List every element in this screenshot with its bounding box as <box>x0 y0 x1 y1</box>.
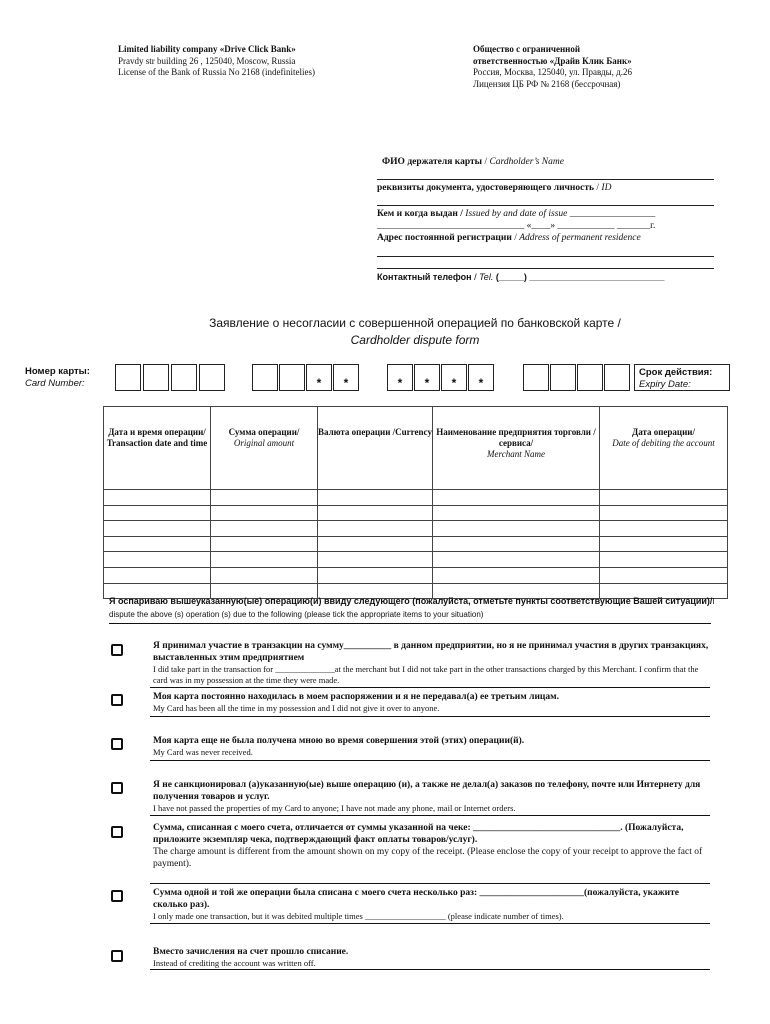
table-cell[interactable] <box>211 552 318 568</box>
holder-phone-field[interactable]: (_____) ___________________________ <box>495 272 665 282</box>
table-cell[interactable] <box>211 567 318 583</box>
holder-issued-blank[interactable]: __________________ <box>569 209 656 219</box>
bank-info-en <box>118 44 315 79</box>
table-cell[interactable] <box>600 567 728 583</box>
dispute-intro <box>109 595 719 621</box>
bank-address-en: Pravdy str building 26 , 125040, Moscow, Russia <box>118 55 296 66</box>
table-cell[interactable] <box>104 536 211 552</box>
card-digit-box[interactable] <box>143 364 169 391</box>
dispute-intro-ru: Я оспариваю вышеуказанную(ые) операцию(и) ввиду следующего (пожалуйста, отметьте пункты соответствующие Вашей ситуации)/ <box>109 596 713 606</box>
card-digit-box[interactable]: * <box>468 364 494 391</box>
table-cell[interactable] <box>318 521 433 537</box>
table-cell[interactable] <box>433 552 600 568</box>
table-cell[interactable] <box>318 567 433 583</box>
bank-name-ru-1: Общество с ограниченной <box>473 44 581 54</box>
table-cell[interactable] <box>433 536 600 552</box>
option-checkbox-3[interactable] <box>111 738 123 750</box>
option-rule <box>150 923 710 924</box>
table-cell[interactable] <box>600 505 728 521</box>
table-cell[interactable] <box>318 552 433 568</box>
option-3 <box>153 735 713 758</box>
card-digit-box[interactable]: * <box>387 364 413 391</box>
option-3-ru: Моя карта еще не была получена мною во время совершения этой (этих) операции(й). <box>153 736 525 746</box>
holder-issued-date-field[interactable]: _______________________________ «____» ____________ _______г. <box>377 221 656 231</box>
expiry-label-ru: Срок действия: <box>639 367 713 378</box>
holder-id-en: ID <box>601 183 612 193</box>
option-6-en: I only made one transaction, but it was debited multiple times ___________________ (please indicate number of times). <box>153 911 564 921</box>
holder-address-field-1[interactable] <box>377 256 714 257</box>
holder-phone-label: Контактный телефон / Tel. (_____) ___________________________ <box>377 272 665 282</box>
table-cell[interactable] <box>600 490 728 506</box>
holder-phone-ru: Контактный телефон <box>377 272 472 282</box>
table-cell[interactable] <box>600 521 728 537</box>
col-header-currency: Валюта операции /Currency <box>318 407 433 490</box>
option-checkbox-7[interactable] <box>111 950 123 962</box>
bank-address-ru: Россия, Москва, 125040, ул. Правды, д.26 <box>473 67 633 77</box>
card-digit-box[interactable] <box>577 364 603 391</box>
card-digit-box[interactable] <box>252 364 278 391</box>
bank-name-ru-2: ответственностью «Драйв Клик Банк» <box>473 55 632 66</box>
option-7 <box>153 946 713 969</box>
form-title-en: Cardholder dispute form <box>350 333 480 347</box>
option-checkbox-2[interactable] <box>111 694 123 706</box>
col-header-debit-date: Дата операции/ Date of debiting the account <box>600 407 728 490</box>
card-digit-box[interactable]: * <box>333 364 359 391</box>
option-1-en: I did take part in the transaction for ______________at the merchant but I did not take part in the other transactions charged by this Merchant. I confirm that the card was in my possession at the time they were made. <box>153 664 699 685</box>
table-cell[interactable] <box>600 536 728 552</box>
option-rule <box>150 969 710 970</box>
option-rule <box>150 883 710 884</box>
option-2 <box>153 691 713 714</box>
holder-phone-en: Tel. <box>479 272 494 282</box>
table-row <box>104 552 728 568</box>
bank-license-en: License of the Bank of Russia No 2168 (indefinitelies) <box>118 67 315 77</box>
option-checkbox-5[interactable] <box>111 826 123 838</box>
card-digit-box[interactable]: * <box>306 364 332 391</box>
holder-id-field[interactable] <box>377 205 714 206</box>
table-cell[interactable] <box>318 490 433 506</box>
form-title-ru: Заявление о несогласии с совершенной операцией по банковской карте / <box>209 316 621 330</box>
option-5-ru: Сумма, списанная с моего счета, отличается от суммы указанной на чеке: _______________________________. (Пожалуйста, приложите экземпляр чека, подтверждающий факт оплаты товаров/услуг). <box>153 823 684 845</box>
card-digit-box[interactable] <box>604 364 630 391</box>
table-cell[interactable] <box>433 490 600 506</box>
table-cell[interactable] <box>211 505 318 521</box>
table-cell[interactable] <box>600 552 728 568</box>
holder-address-field-2[interactable] <box>377 268 714 269</box>
col-header-amount: Сумма операции/ Original amount <box>211 407 318 490</box>
option-rule <box>150 716 710 717</box>
table-cell[interactable] <box>104 521 211 537</box>
table-cell[interactable] <box>433 521 600 537</box>
table-cell[interactable] <box>318 536 433 552</box>
option-2-en: My Card has been all the time in my possession and I did not give it over to anyone. <box>153 703 440 713</box>
table-cell[interactable] <box>433 505 600 521</box>
intro-rule <box>109 623 711 624</box>
holder-issued-en: Issued by and date of issue <box>465 209 568 219</box>
holder-address-label: Адрес постоянной регистрации / Address of permanent residence <box>377 233 641 243</box>
option-2-ru: Моя карта постоянно находилась в моем распоряжении и я не передавал(а) ее третьим лицам. <box>153 692 559 702</box>
option-3-en: My Card was never received. <box>153 747 253 757</box>
card-digit-box[interactable] <box>115 364 141 391</box>
table-cell[interactable] <box>318 505 433 521</box>
holder-id-label: реквизиты документа, удостоверяющего личность / ID <box>377 183 612 193</box>
card-digit-box[interactable] <box>171 364 197 391</box>
option-7-en: Instead of crediting the account was written off. <box>153 958 316 968</box>
holder-name-en: Cardholder’s Name <box>489 157 564 167</box>
card-number-label <box>25 366 90 390</box>
col-header-date: Дата и время операции/ Transaction date and time <box>104 407 211 490</box>
table-cell[interactable] <box>433 567 600 583</box>
card-number-label-en: Card Number: <box>25 378 85 389</box>
table-row <box>104 521 728 537</box>
card-digit-box[interactable]: * <box>414 364 440 391</box>
option-rule <box>150 815 710 816</box>
holder-address-ru: Адрес постоянной регистрации <box>377 233 512 243</box>
col-header-merchant: Наименование предприятия торговли /сервиса/ Merchant Name <box>433 407 600 490</box>
transactions-table <box>103 406 728 599</box>
option-4-en: I have not passed the properties of my Card to anyone; I have not made any phone, mail or Internet orders. <box>153 803 516 813</box>
bank-name-en: Limited liability company «Drive Click Bank» <box>118 44 296 54</box>
holder-issued-ru: Кем и когда выдан <box>377 209 458 219</box>
holder-name-field[interactable] <box>377 179 714 180</box>
card-digit-box[interactable] <box>279 364 305 391</box>
expiry-date-box[interactable] <box>634 364 730 391</box>
option-4-ru: Я не санкционировал (а)указанную(ые) выше операцию (и), а также не делал(а) заказов по телефону, почте или Интернету для получения товаров и услуг. <box>153 780 701 802</box>
option-7-ru: Вместо зачисления на счет прошло списание. <box>153 947 349 957</box>
option-6-ru: Сумма одной и той же операции была списана с моего счета несколько раз: ______________________(пожалуйста, укажите сколько раз). <box>153 888 680 910</box>
card-number-label-ru: Номер карты: <box>25 366 90 377</box>
table-cell[interactable] <box>104 567 211 583</box>
holder-id-ru: реквизиты документа, удостоверяющего личность <box>377 183 595 193</box>
table-row <box>104 490 728 506</box>
holder-name-ru: ФИО держателя карты <box>382 157 483 167</box>
table-cell[interactable] <box>211 521 318 537</box>
option-1-ru: Я принимал участие в транзакции на сумму__________ в данном предприятии, но я не принимал участия в других транзакциях, выставленных этим предприятием <box>153 641 709 663</box>
table-cell[interactable] <box>104 552 211 568</box>
option-rule <box>150 760 710 761</box>
dispute-intro-en: I dispute the above (s) operation (s) due to the following (please tick the appropriate items to your situation) <box>109 597 715 619</box>
option-1 <box>153 640 713 686</box>
table-cell[interactable] <box>211 490 318 506</box>
table-header-row <box>104 407 728 490</box>
option-4 <box>153 779 713 814</box>
option-checkbox-4[interactable] <box>111 782 123 794</box>
table-row <box>104 505 728 521</box>
table-row <box>104 567 728 583</box>
holder-address-en: Address of permanent residence <box>519 233 641 243</box>
option-6 <box>153 887 713 922</box>
holder-name-label: ФИО держателя карты / Cardholder’s Name <box>382 157 564 167</box>
option-checkbox-6[interactable] <box>111 890 123 902</box>
card-digit-box[interactable] <box>523 364 549 391</box>
table-row <box>104 536 728 552</box>
option-checkbox-1[interactable] <box>111 644 123 656</box>
bank-license-ru: Лицензия ЦБ РФ № 2168 (бессрочная) <box>473 78 621 89</box>
card-digit-box[interactable]: * <box>441 364 467 391</box>
table-cell[interactable] <box>104 490 211 506</box>
expiry-label-en: Expiry Date: <box>639 379 691 390</box>
table-cell[interactable] <box>104 505 211 521</box>
bank-info-ru <box>473 44 632 90</box>
holder-issued-label: Кем и когда выдан / Issued by and date of issue __________________ <box>377 209 656 219</box>
option-5 <box>153 822 713 870</box>
card-digit-box[interactable] <box>550 364 576 391</box>
card-digit-box[interactable] <box>199 364 225 391</box>
option-5-en: The charge amount is different from the amount shown on my copy of the receipt. (Please enclose the copy of your receipt to approve the fact of payment). <box>153 847 703 869</box>
table-cell[interactable] <box>211 536 318 552</box>
option-rule <box>150 687 710 688</box>
